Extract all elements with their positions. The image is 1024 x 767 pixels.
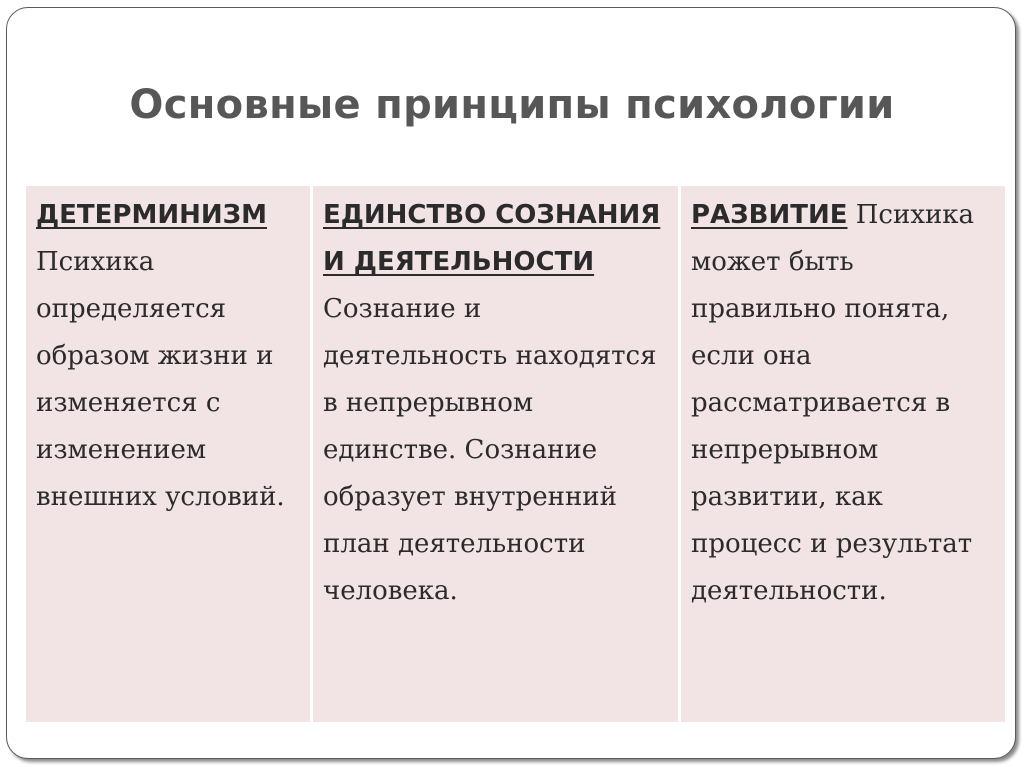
table-cell-unity: [310, 186, 678, 722]
cell-text: Психика может быть правильно понята, если она рассматривается в непрерывном развитии, как процесс и результат деятельности.: [691, 200, 975, 606]
slide-title: Основные принципы психологии: [129, 82, 895, 128]
cell-text: Психика определяется образом жизни и изменяется с изменением внешних условий.: [36, 247, 285, 512]
cell-text: Сознание и деятельность находятся в непрерывном единстве. Сознание образует внутренний план деятельности человека.: [323, 294, 657, 606]
principles-table: [26, 186, 1005, 722]
cell-heading: ДЕТЕРМИНИЗМ: [36, 200, 267, 230]
table-cell-determinism: [26, 186, 310, 722]
cell-heading: РАЗВИТИЕ: [691, 200, 848, 230]
cell-heading: ЕДИНСТВО СОЗНАНИЯ И ДЕЯТЕЛЬНОСТИ: [323, 200, 661, 277]
table-cell-development: [678, 186, 1005, 722]
